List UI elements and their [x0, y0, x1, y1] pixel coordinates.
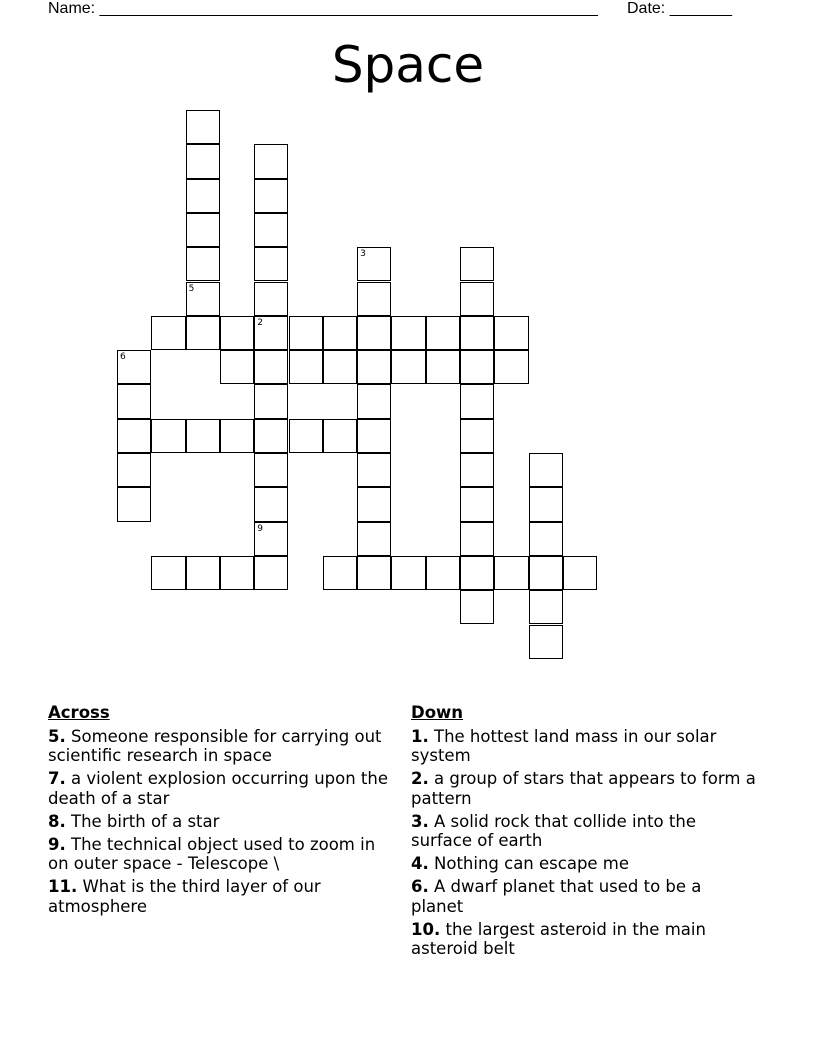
clue-number: 1.	[411, 726, 429, 746]
grid-cell[interactable]	[460, 316, 494, 350]
clue-number: 11.	[48, 877, 78, 896]
down-clue	[411, 854, 756, 874]
grid-cell[interactable]	[186, 213, 220, 247]
grid-cell[interactable]	[529, 590, 563, 624]
grid-cell[interactable]	[323, 316, 357, 350]
grid-cell[interactable]	[186, 110, 220, 144]
grid-cell[interactable]	[186, 556, 220, 590]
across-clue	[48, 812, 393, 832]
down-clue	[411, 727, 756, 766]
grid-cell[interactable]	[117, 350, 151, 384]
grid-cell[interactable]	[117, 453, 151, 487]
grid-cell[interactable]	[460, 522, 494, 556]
grid-cell[interactable]	[186, 144, 220, 178]
down-heading: Down	[411, 703, 464, 722]
grid-cell[interactable]	[254, 179, 288, 213]
grid-cell[interactable]	[254, 282, 288, 316]
grid-cell[interactable]	[254, 144, 288, 178]
across-clue	[48, 769, 393, 808]
grid-cell[interactable]	[529, 453, 563, 487]
grid-cell[interactable]	[391, 316, 425, 350]
down-clue	[411, 812, 756, 851]
grid-cell[interactable]	[357, 419, 391, 453]
name-field-line: Name: ________________________________________________________	[48, 0, 598, 17]
clue-text: The technical object used to zoom in on outer space - Telescope \	[48, 834, 376, 873]
down-clues	[411, 703, 756, 962]
grid-cell[interactable]	[151, 556, 185, 590]
grid-cell[interactable]	[254, 453, 288, 487]
grid-cell[interactable]	[254, 522, 288, 556]
grid-cell[interactable]	[254, 213, 288, 247]
grid-cell[interactable]	[357, 556, 391, 590]
page-title: Space	[331, 36, 485, 94]
grid-cell[interactable]	[529, 556, 563, 590]
cell-number: 9	[257, 523, 263, 534]
grid-cell[interactable]	[220, 316, 254, 350]
clue-number: 5.	[48, 726, 66, 746]
grid-cell[interactable]	[254, 384, 288, 418]
across-clue	[48, 727, 393, 766]
grid-cell[interactable]	[494, 556, 528, 590]
clue-number: 2.	[411, 769, 429, 788]
grid-cell[interactable]	[460, 590, 494, 624]
clue-number: 3.	[411, 811, 429, 831]
grid-cell[interactable]	[357, 487, 391, 521]
grid-cell[interactable]	[254, 487, 288, 521]
clue-number: 10.	[411, 919, 441, 939]
grid-cell[interactable]	[426, 316, 460, 350]
clue-text: What is the third layer of our atmosphere	[48, 877, 321, 916]
grid-cell[interactable]	[391, 556, 425, 590]
clue-number: 4.	[411, 854, 429, 873]
grid-cell[interactable]	[289, 419, 323, 453]
grid-cell[interactable]	[151, 419, 185, 453]
grid-cell[interactable]	[494, 316, 528, 350]
grid-cell[interactable]	[323, 350, 357, 384]
clue-text: a group of stars that appears to form a pattern	[411, 769, 756, 808]
grid-cell[interactable]	[460, 350, 494, 384]
cell-number: 3	[360, 249, 366, 260]
date-field-line: Date: _______	[627, 0, 732, 17]
across-clue	[48, 877, 393, 916]
clue-text: The hottest land mass in our solar system	[411, 726, 717, 765]
grid-cell[interactable]	[357, 384, 391, 418]
grid-cell[interactable]	[186, 247, 220, 281]
grid-cell[interactable]	[323, 419, 357, 453]
grid-cell[interactable]	[117, 419, 151, 453]
grid-cell[interactable]	[254, 316, 288, 350]
grid-cell[interactable]	[494, 350, 528, 384]
cell-number: 6	[120, 352, 126, 363]
grid-cell[interactable]	[323, 556, 357, 590]
grid-cell[interactable]	[391, 350, 425, 384]
grid-cell[interactable]	[254, 556, 288, 590]
grid-cell[interactable]	[357, 247, 391, 281]
grid-cell[interactable]	[357, 522, 391, 556]
grid-cell[interactable]	[426, 556, 460, 590]
grid-cell[interactable]	[460, 384, 494, 418]
grid-cell[interactable]	[186, 316, 220, 350]
grid-cell[interactable]	[220, 556, 254, 590]
grid-cell[interactable]	[357, 316, 391, 350]
across-heading: Across	[48, 703, 110, 722]
grid-cell[interactable]	[460, 556, 494, 590]
grid-cell[interactable]	[254, 419, 288, 453]
grid-cell[interactable]	[151, 316, 185, 350]
grid-cell[interactable]	[220, 419, 254, 453]
grid-cell[interactable]	[460, 282, 494, 316]
clue-text: Someone responsible for carrying out scientific research in space	[48, 726, 382, 765]
grid-cell[interactable]	[117, 487, 151, 521]
clue-number: 8.	[48, 811, 66, 831]
cell-number: 5	[188, 283, 195, 294]
grid-cell[interactable]	[460, 453, 494, 487]
across-clues	[48, 703, 393, 920]
grid-cell[interactable]	[254, 247, 288, 281]
grid-cell[interactable]	[357, 282, 391, 316]
clue-text: The birth of a star	[71, 811, 220, 831]
down-clue	[411, 920, 756, 959]
grid-cell[interactable]	[220, 350, 254, 384]
grid-cell[interactable]	[186, 282, 220, 316]
clue-text: A dwarf planet that used to be a planet	[411, 877, 702, 916]
down-clue	[411, 769, 756, 808]
grid-cell[interactable]	[357, 453, 391, 487]
grid-cell[interactable]	[460, 487, 494, 521]
clue-number: 7.	[48, 769, 66, 788]
across-clue	[48, 835, 393, 874]
grid-cell[interactable]	[357, 350, 391, 384]
grid-cell[interactable]	[186, 179, 220, 213]
grid-cell[interactable]	[186, 419, 220, 453]
clue-number: 9.	[48, 834, 66, 854]
grid-cell[interactable]	[289, 350, 323, 384]
grid-cell[interactable]	[426, 350, 460, 384]
grid-cell[interactable]	[460, 419, 494, 453]
clue-text: Nothing can escape me	[434, 854, 630, 873]
grid-cell[interactable]	[289, 316, 323, 350]
clue-text: the largest asteroid in the main asteroid belt	[411, 919, 706, 958]
cell-number: 2	[257, 317, 263, 328]
grid-cell[interactable]	[529, 522, 563, 556]
clue-number: 6.	[411, 877, 429, 896]
grid-cell[interactable]	[529, 625, 563, 659]
down-clue	[411, 877, 756, 916]
grid-cell[interactable]	[563, 556, 597, 590]
clue-text: A solid rock that collide into the surface of earth	[411, 811, 696, 850]
grid-cell[interactable]	[460, 247, 494, 281]
grid-cell[interactable]	[529, 487, 563, 521]
grid-cell[interactable]	[254, 350, 288, 384]
grid-cell[interactable]	[117, 384, 151, 418]
clue-text: a violent explosion occurring upon the death of a star	[48, 769, 389, 808]
